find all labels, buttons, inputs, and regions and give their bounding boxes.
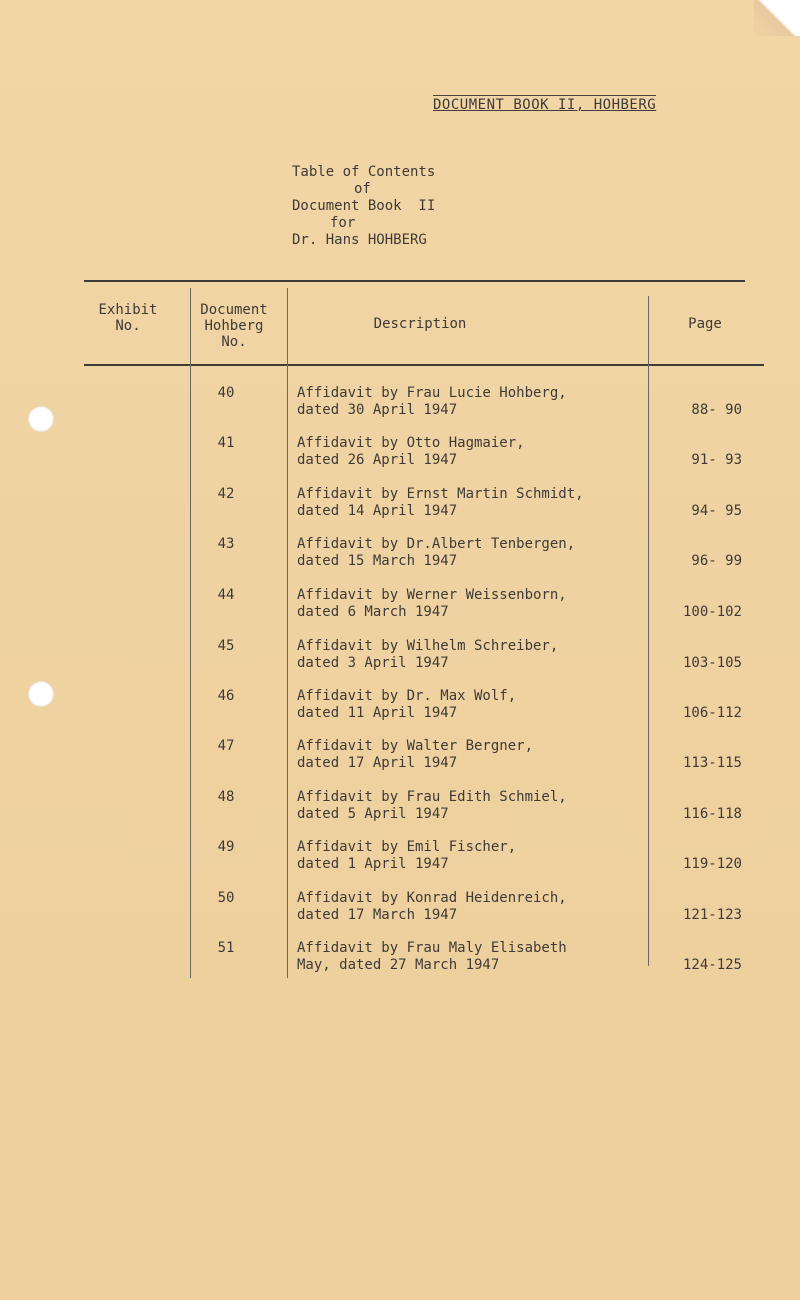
toc-line-5: Dr. Hans HOHBERG — [292, 232, 427, 248]
description-line: Affidavit by Frau Lucie Hohberg, — [297, 385, 567, 401]
entry-description — [297, 638, 642, 672]
description-line: dated 6 March 1947 — [297, 604, 449, 620]
table-of-contents-heading — [292, 164, 482, 249]
entry-description — [297, 385, 642, 419]
page-range: 103-105 — [682, 655, 742, 671]
document-number: 51 — [217, 940, 235, 956]
table-row — [0, 486, 800, 536]
entry-description — [297, 435, 642, 469]
description-line: Affidavit by Dr. Max Wolf, — [297, 688, 517, 704]
table-row — [0, 536, 800, 586]
document-number: 43 — [217, 536, 235, 552]
entry-description — [297, 839, 642, 873]
description-line: May, dated 27 March 1947 — [297, 957, 500, 973]
description-line: dated 5 April 1947 — [297, 806, 449, 822]
description-line: dated 26 April 1947 — [297, 452, 458, 468]
table-header-rule — [84, 364, 764, 366]
description-line: Affidavit by Otto Hagmaier, — [297, 435, 525, 451]
description-line: dated 17 April 1947 — [297, 755, 458, 771]
column-header-description: Description — [373, 316, 467, 332]
description-line: Affidavit by Konrad Heidenreich, — [297, 890, 567, 906]
entry-description — [297, 587, 642, 621]
page-range: 100-102 — [682, 604, 742, 620]
page-range: 116-118 — [682, 806, 742, 822]
document-number: 48 — [217, 789, 235, 805]
column-header-page: Page — [688, 316, 722, 332]
document-number: 41 — [217, 435, 235, 451]
entry-description — [297, 738, 642, 772]
page-range: 119-120 — [682, 856, 742, 872]
entry-description — [297, 940, 642, 974]
page-range: 96- 99 — [691, 553, 742, 569]
exhibit-header-line: No. — [115, 318, 141, 334]
document-number: 44 — [217, 587, 235, 603]
document-header-line: Document — [200, 302, 268, 318]
entry-description — [297, 536, 642, 570]
description-line: Affidavit by Wilhelm Schreiber, — [297, 638, 559, 654]
table-row — [0, 385, 800, 435]
document-book-title: DOCUMENT BOOK II, HOHBERG — [433, 97, 657, 113]
description-line: dated 3 April 1947 — [297, 655, 449, 671]
document-number: 50 — [217, 890, 235, 906]
page-range: 121-123 — [682, 907, 742, 923]
page-range: 113-115 — [682, 755, 742, 771]
description-line: Affidavit by Emil Fischer, — [297, 839, 517, 855]
folded-corner — [754, 0, 800, 36]
table-top-rule — [84, 280, 745, 282]
document-number: 46 — [217, 688, 235, 704]
table-row — [0, 789, 800, 839]
toc-line-3: Document Book II — [292, 198, 436, 214]
column-header-exhibit — [86, 302, 170, 334]
document-number: 49 — [217, 839, 235, 855]
entry-description — [297, 789, 642, 823]
table-row — [0, 890, 800, 940]
page-range: 124-125 — [682, 957, 742, 973]
description-line: Affidavit by Werner Weissenborn, — [297, 587, 567, 603]
column-header-document — [192, 302, 276, 350]
description-line: Affidavit by Ernst Martin Schmidt, — [297, 486, 584, 502]
toc-line-2: of — [354, 181, 371, 197]
description-line: Affidavit by Frau Maly Elisabeth — [297, 940, 567, 956]
toc-line-4: for — [330, 215, 356, 231]
description-line: dated 17 March 1947 — [297, 907, 458, 923]
table-row — [0, 738, 800, 788]
document-number: 40 — [217, 385, 235, 401]
description-line: dated 30 April 1947 — [297, 402, 458, 418]
document-number: 47 — [217, 738, 235, 754]
description-line: Affidavit by Dr.Albert Tenbergen, — [297, 536, 576, 552]
description-line: Affidavit by Walter Bergner, — [297, 738, 534, 754]
toc-line-1: Table of Contents — [292, 164, 436, 180]
description-line: dated 15 March 1947 — [297, 553, 458, 569]
exhibit-header-line: Exhibit — [98, 302, 158, 318]
page-range: 106-112 — [682, 705, 742, 721]
table-row — [0, 940, 800, 990]
document-number: 45 — [217, 638, 235, 654]
description-line: dated 1 April 1947 — [297, 856, 449, 872]
table-row — [0, 587, 800, 637]
table-row — [0, 435, 800, 485]
description-line: Affidavit by Frau Edith Schmiel, — [297, 789, 567, 805]
page-range: 94- 95 — [691, 503, 742, 519]
table-row — [0, 638, 800, 688]
entry-description — [297, 890, 642, 924]
entry-description — [297, 486, 642, 520]
page-range: 88- 90 — [691, 402, 742, 418]
description-line: dated 14 April 1947 — [297, 503, 458, 519]
page-range: 91- 93 — [691, 452, 742, 468]
document-header-line: Hohberg — [204, 318, 264, 334]
document-header-line: No. — [221, 334, 247, 350]
table-row — [0, 839, 800, 889]
description-line: dated 11 April 1947 — [297, 705, 458, 721]
document-number: 42 — [217, 486, 235, 502]
table-row — [0, 688, 800, 738]
entry-description — [297, 688, 642, 722]
